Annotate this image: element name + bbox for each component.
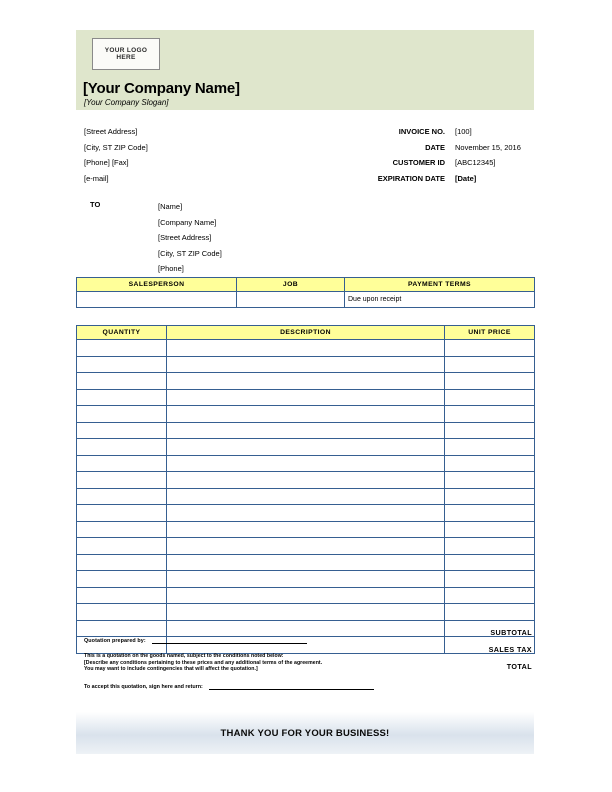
table-row — [77, 389, 535, 406]
unit-price-cell[interactable] — [445, 356, 535, 373]
date-value[interactable]: November 15, 2016 — [455, 142, 521, 152]
thank-you-message: THANK YOU FOR YOUR BUSINESS! — [220, 727, 390, 739]
sales-tax-row — [400, 641, 534, 658]
table-row — [77, 571, 535, 588]
accept-quotation-row — [84, 683, 374, 690]
company-slogan[interactable]: [Your Company Slogan] — [84, 98, 169, 107]
accept-quotation-label: To accept this quotation, sign here and return: — [84, 684, 203, 690]
bill-to-company[interactable]: [Company Name] — [158, 217, 217, 227]
quantity-cell[interactable] — [77, 340, 167, 357]
total-row — [400, 658, 534, 675]
description-cell[interactable] — [167, 389, 445, 406]
expiration-date-label: EXPIRATION DATE — [377, 173, 445, 183]
bill-to-block — [158, 199, 222, 277]
unit-price-column-header: UNIT PRICE — [445, 326, 535, 340]
accept-signature-line[interactable] — [209, 683, 374, 690]
description-cell[interactable] — [167, 373, 445, 390]
table-row — [77, 340, 535, 357]
quantity-cell[interactable] — [77, 422, 167, 439]
quantity-cell[interactable] — [77, 538, 167, 555]
quantity-cell[interactable] — [77, 356, 167, 373]
payment-terms-cell[interactable]: Due upon receipt — [345, 292, 535, 308]
subtotal-label: SUBTOTAL — [490, 628, 532, 637]
table-row — [77, 422, 535, 439]
table-row — [77, 373, 535, 390]
description-cell[interactable] — [167, 340, 445, 357]
quantity-cell[interactable] — [77, 620, 167, 637]
quantity-cell[interactable] — [77, 521, 167, 538]
disclaimer-line-3: You may want to include contingencies that will affect the quotation.] — [84, 666, 258, 673]
subtotal-row — [400, 624, 534, 641]
meta-row-expiration-date — [330, 171, 534, 187]
description-cell[interactable] — [167, 505, 445, 522]
description-cell[interactable] — [167, 356, 445, 373]
quantity-cell[interactable] — [77, 587, 167, 604]
meta-row-invoice-no — [330, 124, 534, 140]
table-row — [77, 587, 535, 604]
sender-phone-fax[interactable]: [Phone] [Fax] — [84, 158, 129, 167]
description-cell[interactable] — [167, 571, 445, 588]
bill-to-street[interactable]: [Street Address] — [158, 233, 212, 242]
unit-price-cell[interactable] — [445, 439, 535, 456]
unit-price-cell[interactable] — [445, 389, 535, 406]
bill-to-city-state-zip[interactable]: [City, ST ZIP Code] — [158, 248, 222, 258]
table-row — [77, 488, 535, 505]
line-items-table — [76, 325, 535, 654]
description-cell[interactable] — [167, 422, 445, 439]
job-cell[interactable] — [237, 292, 345, 308]
payment-terms-column-header: PAYMENT TERMS — [345, 278, 535, 292]
company-name[interactable]: [Your Company Name] — [83, 80, 240, 97]
salesperson-cell[interactable] — [77, 292, 237, 308]
table-row — [77, 356, 535, 373]
table-row — [77, 505, 535, 522]
customer-id-value[interactable]: [ABC12345] — [455, 158, 496, 167]
quantity-cell[interactable] — [77, 505, 167, 522]
logo-line-1: YOUR LOGO — [104, 46, 148, 54]
unit-price-cell[interactable] — [445, 340, 535, 357]
table-row — [77, 406, 535, 423]
quantity-cell[interactable] — [77, 554, 167, 571]
items-header-row — [77, 326, 535, 340]
description-cell[interactable] — [167, 406, 445, 423]
logo-line-2: HERE — [116, 54, 136, 61]
bill-to-phone[interactable]: [Phone] — [158, 264, 184, 273]
total-label: TOTAL — [506, 662, 532, 671]
salesperson-header-row — [77, 278, 535, 292]
unit-price-cell[interactable] — [445, 571, 535, 588]
unit-price-cell[interactable] — [445, 604, 535, 621]
unit-price-cell[interactable] — [445, 406, 535, 423]
invoice-meta-block — [330, 124, 534, 186]
items-table-body — [77, 340, 535, 654]
salesperson-table — [76, 277, 535, 308]
prepared-by-signature-line[interactable] — [152, 637, 307, 644]
disclaimer-line-2: [Describe any conditions pertaining to these prices and any additional terms of the agreement. — [84, 659, 323, 666]
sales-tax-label: SALES TAX — [488, 645, 532, 654]
unit-price-cell[interactable] — [445, 422, 535, 439]
description-cell[interactable] — [167, 488, 445, 505]
table-row — [77, 554, 535, 571]
description-cell[interactable] — [167, 472, 445, 489]
table-row — [77, 439, 535, 456]
description-cell[interactable] — [167, 521, 445, 538]
logo-placeholder-box[interactable] — [92, 38, 160, 70]
meta-row-date — [330, 140, 534, 156]
unit-price-cell[interactable] — [445, 587, 535, 604]
meta-row-customer-id — [330, 155, 534, 171]
quantity-cell[interactable] — [77, 406, 167, 423]
sender-address-block — [84, 124, 304, 186]
unit-price-cell[interactable] — [445, 554, 535, 571]
unit-price-cell[interactable] — [445, 472, 535, 489]
unit-price-cell[interactable] — [445, 505, 535, 522]
bill-to-name[interactable]: [Name] — [158, 202, 183, 211]
description-cell[interactable] — [167, 455, 445, 472]
table-row — [77, 521, 535, 538]
quantity-cell[interactable] — [77, 455, 167, 472]
quantity-cell[interactable] — [77, 571, 167, 588]
sender-city-state-zip[interactable]: [City, ST ZIP Code] — [84, 142, 148, 152]
disclaimer-block — [84, 653, 384, 673]
table-row — [77, 455, 535, 472]
table-row — [77, 472, 535, 489]
header-band — [76, 30, 534, 110]
sender-email[interactable]: [e-mail] — [84, 173, 109, 183]
totals-block — [400, 624, 534, 675]
invoice-no-value[interactable]: [100] — [455, 127, 472, 136]
table-row — [77, 604, 535, 621]
date-label: DATE — [425, 142, 445, 152]
unit-price-cell[interactable] — [445, 488, 535, 505]
quantity-cell[interactable] — [77, 472, 167, 489]
prepared-by-row — [84, 637, 307, 644]
disclaimer-line-1: This is a quotation on the goods named, subject to the conditions noted below: — [84, 653, 284, 659]
quantity-column-header: QUANTITY — [77, 326, 167, 340]
description-cell[interactable] — [167, 604, 445, 621]
invoice-no-label: INVOICE NO. — [398, 127, 445, 136]
unit-price-cell[interactable] — [445, 455, 535, 472]
salesperson-data-row — [77, 292, 535, 308]
description-cell[interactable] — [167, 554, 445, 571]
unit-price-cell[interactable] — [445, 373, 535, 390]
unit-price-cell[interactable] — [445, 521, 535, 538]
description-cell[interactable] — [167, 538, 445, 555]
job-column-header: JOB — [237, 278, 345, 292]
customer-id-label: CUSTOMER ID — [392, 158, 445, 167]
quantity-cell[interactable] — [77, 389, 167, 406]
quantity-cell[interactable] — [77, 604, 167, 621]
prepared-by-label: Quotation prepared by: — [84, 638, 146, 644]
unit-price-cell[interactable] — [445, 538, 535, 555]
expiration-date-value[interactable]: [Date] — [455, 173, 477, 183]
quantity-cell[interactable] — [77, 488, 167, 505]
quantity-cell[interactable] — [77, 439, 167, 456]
salesperson-column-header: SALESPERSON — [77, 278, 237, 292]
quantity-cell[interactable] — [77, 373, 167, 390]
sender-street-address[interactable]: [Street Address] — [84, 127, 138, 136]
table-row — [77, 538, 535, 555]
footer-band — [76, 712, 534, 754]
description-cell[interactable] — [167, 587, 445, 604]
description-column-header: DESCRIPTION — [167, 326, 445, 340]
bill-to-label: TO — [90, 200, 101, 209]
description-cell[interactable] — [167, 439, 445, 456]
